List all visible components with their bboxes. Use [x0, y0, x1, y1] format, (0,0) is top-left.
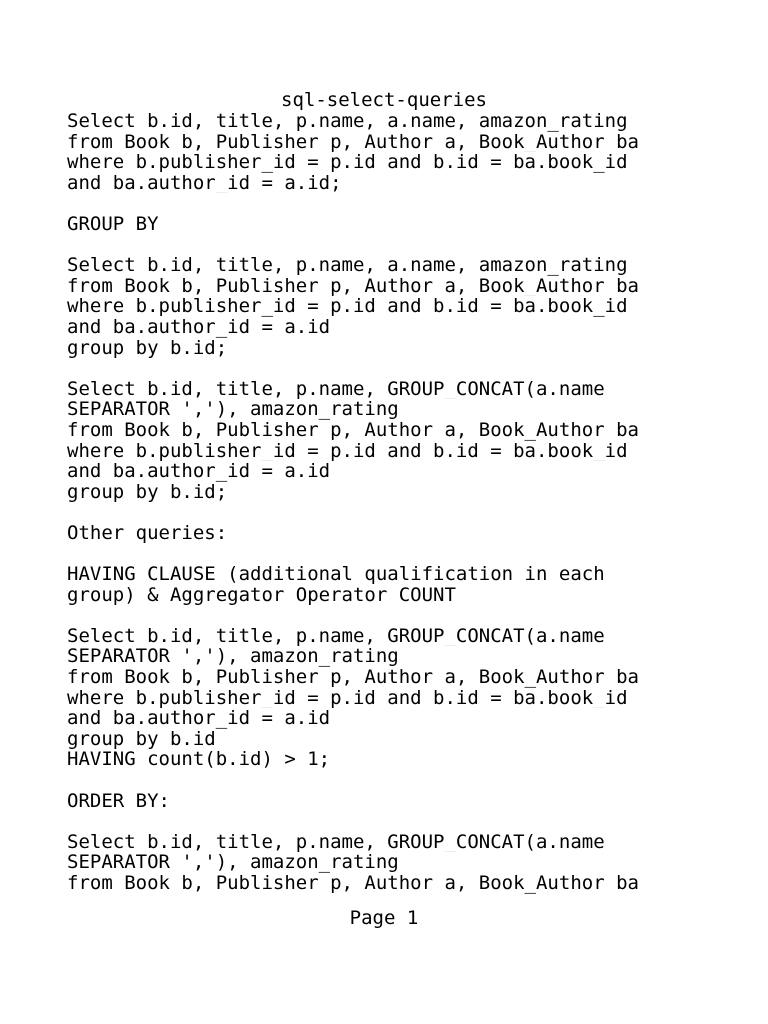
text-line: from Book b, Publisher p, Author a, Book_Author ba: [67, 667, 639, 688]
text-line: and ba.author_id = a.id: [67, 461, 331, 482]
text-line: SEPARATOR ','), amazon_rating: [67, 852, 399, 873]
text-line: HAVING count(b.id) > 1;: [67, 749, 331, 770]
text-line: and ba.author_id = a.id: [67, 708, 331, 729]
text-line: where b.publisher_id = p.id and b.id = ba.book_id: [67, 152, 628, 173]
text-line: Select b.id, title, p.name, GROUP_CONCAT(a.name: [67, 378, 605, 400]
text-line: GROUP BY: [67, 213, 159, 235]
text-line: SEPARATOR ','), amazon_rating: [67, 646, 399, 668]
text-line: Select b.id, title, p.name, a.name, amazon_rating: [67, 111, 628, 132]
document-body: [67, 111, 757, 894]
text-line: Select b.id, title, p.name, GROUP_CONCAT(a.name: [67, 625, 605, 647]
document-title: sql-select-queries: [281, 89, 487, 111]
text-line: from Book b, Publisher p, Author a, Book_Author ba: [67, 275, 639, 297]
text-line: where b.publisher_id = p.id and b.id = ba.book_id: [67, 296, 628, 317]
text-line: where b.publisher_id = p.id and b.id = ba.book_id: [67, 440, 628, 462]
text-line: group by b.id;: [67, 337, 228, 359]
text-line: ORDER BY:: [67, 790, 170, 812]
text-line: group by b.id: [67, 728, 216, 750]
blank-line: [67, 235, 757, 256]
text-line: Other queries:: [67, 522, 228, 544]
blank-line: [67, 543, 757, 564]
blank-line: [67, 502, 757, 523]
text-line: from Book b, Publisher p, Author a, Book_Author ba: [67, 131, 639, 153]
text-line: group) & Aggregator Operator COUNT: [67, 584, 456, 606]
text-line: and ba.author_id = a.id;: [67, 172, 342, 194]
text-line: HAVING CLAUSE (additional qualification in each: [67, 564, 605, 585]
text-line: group by b.id;: [67, 481, 228, 503]
text-line: from Book b, Publisher p, Author a, Book_Author ba: [67, 872, 639, 894]
text-line: and ba.author_id = a.id: [67, 316, 331, 338]
text-line: where b.publisher_id = p.id and b.id = ba.book_id: [67, 687, 628, 709]
blank-line: [67, 358, 757, 379]
blank-line: [67, 193, 757, 214]
text-line: Select b.id, title, p.name, GROUP_CONCAT(a.name: [67, 831, 605, 853]
text-line: from Book b, Publisher p, Author a, Book_Author ba: [67, 419, 639, 441]
blank-line: [67, 605, 757, 626]
text-line: Select b.id, title, p.name, a.name, amazon_rating: [67, 255, 628, 276]
page-number: Page 1: [349, 907, 419, 929]
blank-line: [67, 770, 757, 791]
blank-line: [67, 811, 757, 832]
text-line: SEPARATOR ','), amazon_rating: [67, 399, 399, 420]
